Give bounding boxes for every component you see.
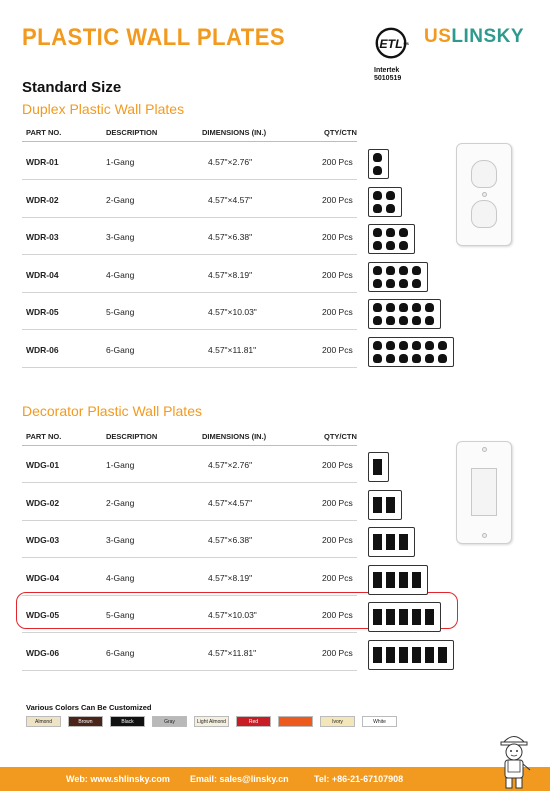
header-description: DESCRIPTION: [106, 128, 158, 137]
outlet-icon: [373, 266, 382, 288]
header-part-no: PART NO.: [26, 128, 62, 137]
outlet-opening-bottom: [471, 200, 497, 228]
part-number-cell: WDR-03: [26, 232, 59, 242]
dimensions-cell: 4.57"×6.38": [208, 535, 253, 545]
description-cell: 2-Gang: [106, 194, 135, 205]
mascot-worker-icon: [494, 728, 534, 792]
description-cell: 6-Gang: [106, 344, 135, 355]
svg-text:us: us: [403, 41, 409, 47]
outlet-icon: [399, 228, 408, 250]
duplex-section-title: Duplex Plastic Wall Plates: [22, 101, 185, 117]
quantity-cell: 200 Pcs: [322, 194, 353, 205]
rocker-opening: [471, 468, 497, 516]
quantity-cell: 200 Pcs: [322, 572, 353, 583]
part-number-cell: WDR-05: [26, 307, 59, 317]
outlet-icon: [386, 191, 395, 213]
duplex-table-header: [22, 124, 357, 142]
table-row: [22, 218, 357, 255]
outlet-icon: [373, 153, 382, 175]
footer-tel: Tel: +86-21-67107908: [314, 774, 404, 784]
table-row: [22, 446, 357, 483]
dimensions-cell: 4.57"×6.38": [208, 232, 253, 242]
outlet-icon: [438, 341, 447, 363]
standard-size-heading: Standard Size: [22, 79, 122, 96]
rocker-switch-icon: [399, 609, 408, 625]
decorator-plate-diagram: [368, 602, 441, 632]
header-dimensions: DIMENSIONS (IN.): [202, 128, 267, 137]
dimensions-cell: 4.57"×8.19": [208, 269, 253, 280]
color-swatch: White: [362, 716, 397, 727]
part-number-cell: WDR-02: [26, 194, 59, 205]
rocker-switch-icon: [399, 534, 408, 550]
color-swatch: Almond: [26, 716, 61, 727]
header-dimensions: DIMENSIONS (IN.): [202, 432, 267, 441]
rocker-switch-icon: [386, 534, 395, 550]
quantity-cell: 200 Pcs: [322, 307, 353, 317]
colors-title: Various Colors Can Be Customized: [26, 703, 152, 712]
rocker-switch-icon: [373, 497, 382, 513]
duplex-plate-diagram: [368, 337, 454, 367]
description-cell: 5-Gang: [106, 610, 135, 620]
dimensions-cell: 4.57"×10.03": [208, 307, 257, 317]
dimensions-cell: 4.57"×2.76": [208, 157, 253, 167]
dimensions-cell: 4.57"×4.57": [208, 497, 253, 508]
description-cell: 4-Gang: [106, 572, 135, 583]
outlet-icon: [425, 303, 434, 325]
table-row: [22, 181, 357, 218]
rocker-switch-icon: [386, 609, 395, 625]
header-description: DESCRIPTION: [106, 432, 158, 441]
quantity-cell: 200 Pcs: [322, 497, 353, 508]
quantity-cell: 200 Pcs: [322, 610, 353, 620]
duplex-plate-photo: [456, 143, 512, 246]
brand-linsky: LINSKY: [451, 26, 525, 47]
screw-icon: [482, 447, 487, 452]
description-cell: 3-Gang: [106, 232, 135, 242]
dimensions-cell: 4.57"×11.81": [208, 344, 257, 355]
outlet-icon: [412, 266, 421, 288]
part-number-cell: WDG-04: [26, 572, 60, 583]
quantity-cell: 200 Pcs: [322, 269, 353, 280]
table-row: [22, 293, 357, 330]
decorator-table-header: [22, 428, 357, 446]
part-number-cell: WDR-04: [26, 269, 59, 280]
quantity-cell: 200 Pcs: [322, 647, 353, 658]
duplex-plate-diagram: [368, 187, 402, 217]
screw-icon: [482, 533, 487, 538]
quantity-cell: 200 Pcs: [322, 157, 353, 167]
table-row: [22, 484, 357, 521]
part-number-cell: WDR-01: [26, 157, 59, 167]
rocker-switch-icon: [373, 534, 382, 550]
cert-number: 5010519: [374, 75, 402, 82]
header-part-no: PART NO.: [26, 432, 62, 441]
decorator-plate-photo: [456, 441, 512, 544]
rocker-switch-icon: [373, 459, 382, 475]
color-swatch: Brown: [68, 716, 103, 727]
outlet-opening-top: [471, 160, 497, 188]
description-cell: 3-Gang: [106, 535, 135, 545]
quantity-cell: 200 Pcs: [322, 344, 353, 355]
part-number-cell: WDG-01: [26, 460, 60, 470]
dimensions-cell: 4.57"×11.81": [208, 647, 257, 658]
decorator-plate-diagram: [368, 452, 389, 482]
rocker-switch-icon: [412, 609, 421, 625]
header-qty: QTY/CTN: [324, 128, 357, 137]
rocker-switch-icon: [386, 647, 395, 663]
description-cell: 6-Gang: [106, 647, 135, 658]
description-cell: 1-Gang: [106, 460, 135, 470]
color-swatch: Gray: [152, 716, 187, 727]
svg-text:c: c: [375, 41, 379, 47]
rocker-switch-icon: [412, 647, 421, 663]
outlet-icon: [373, 228, 382, 250]
description-cell: 1-Gang: [106, 157, 135, 167]
color-swatch: Light Almond: [194, 716, 229, 727]
decorator-plate-diagram: [368, 565, 428, 595]
part-number-cell: WDG-06: [26, 647, 60, 658]
etl-badge-icon: [372, 24, 410, 62]
svg-text:ETL: ETL: [379, 36, 403, 51]
part-number-cell: WDR-06: [26, 344, 59, 355]
outlet-icon: [412, 341, 421, 363]
decorator-section-title: Decorator Plastic Wall Plates: [22, 403, 202, 419]
decorator-plate-diagram: [368, 527, 415, 557]
table-row: [22, 634, 357, 671]
quantity-cell: 200 Pcs: [322, 232, 353, 242]
outlet-icon: [373, 341, 382, 363]
dimensions-cell: 4.57"×2.76": [208, 460, 253, 470]
rocker-switch-icon: [386, 497, 395, 513]
part-number-cell: WDG-03: [26, 535, 60, 545]
outlet-icon: [386, 266, 395, 288]
outlet-icon: [399, 266, 408, 288]
rocker-switch-icon: [412, 572, 421, 588]
outlet-icon: [386, 341, 395, 363]
rocker-switch-icon: [373, 647, 382, 663]
duplex-plate-diagram: [368, 262, 428, 292]
color-swatch: Black: [110, 716, 145, 727]
rocker-switch-icon: [425, 647, 434, 663]
part-number-cell: WDG-05: [26, 610, 60, 620]
rocker-switch-icon: [373, 609, 382, 625]
rocker-switch-icon: [399, 647, 408, 663]
color-swatch: [278, 716, 313, 727]
contact-footer: [0, 767, 550, 791]
outlet-icon: [425, 341, 434, 363]
color-swatches: [26, 716, 397, 727]
description-cell: 5-Gang: [106, 307, 135, 317]
quantity-cell: 200 Pcs: [322, 535, 353, 545]
rocker-switch-icon: [425, 609, 434, 625]
brand-us: US: [424, 26, 452, 47]
part-number-cell: WDG-02: [26, 497, 60, 508]
quantity-cell: 200 Pcs: [322, 460, 353, 470]
outlet-icon: [373, 303, 382, 325]
table-row: [22, 143, 357, 180]
dimensions-cell: 4.57"×10.03": [208, 610, 257, 620]
table-row: [22, 256, 357, 293]
color-swatch: Red: [236, 716, 271, 727]
outlet-icon: [412, 303, 421, 325]
duplex-plate-diagram: [368, 299, 441, 329]
description-cell: 2-Gang: [106, 497, 135, 508]
screw-icon: [482, 192, 487, 197]
rocker-switch-icon: [438, 647, 447, 663]
table-row: [22, 521, 357, 558]
duplex-plate-diagram: [368, 149, 389, 179]
outlet-icon: [399, 341, 408, 363]
description-cell: 4-Gang: [106, 269, 135, 280]
footer-web: Web: www.shlinsky.com: [66, 774, 170, 784]
rocker-switch-icon: [386, 572, 395, 588]
dimensions-cell: 4.57"×4.57": [208, 194, 253, 205]
decorator-plate-diagram: [368, 640, 454, 670]
table-row: [22, 559, 357, 596]
footer-email: Email: sales@linsky.cn: [190, 774, 289, 784]
rocker-switch-icon: [373, 572, 382, 588]
decorator-plate-diagram: [368, 490, 402, 520]
brand-logo: [424, 26, 524, 48]
duplex-plate-diagram: [368, 224, 415, 254]
etl-certification-mark: [368, 24, 418, 83]
table-row: [22, 331, 357, 368]
outlet-icon: [399, 303, 408, 325]
cert-label: Intertek: [374, 67, 400, 74]
outlet-icon: [386, 228, 395, 250]
header-qty: QTY/CTN: [324, 432, 357, 441]
outlet-icon: [373, 191, 382, 213]
outlet-icon: [386, 303, 395, 325]
rocker-switch-icon: [399, 572, 408, 588]
page-title: PLASTIC WALL PLATES: [22, 24, 286, 51]
dimensions-cell: 4.57"×8.19": [208, 572, 253, 583]
color-swatch: Ivory: [320, 716, 355, 727]
